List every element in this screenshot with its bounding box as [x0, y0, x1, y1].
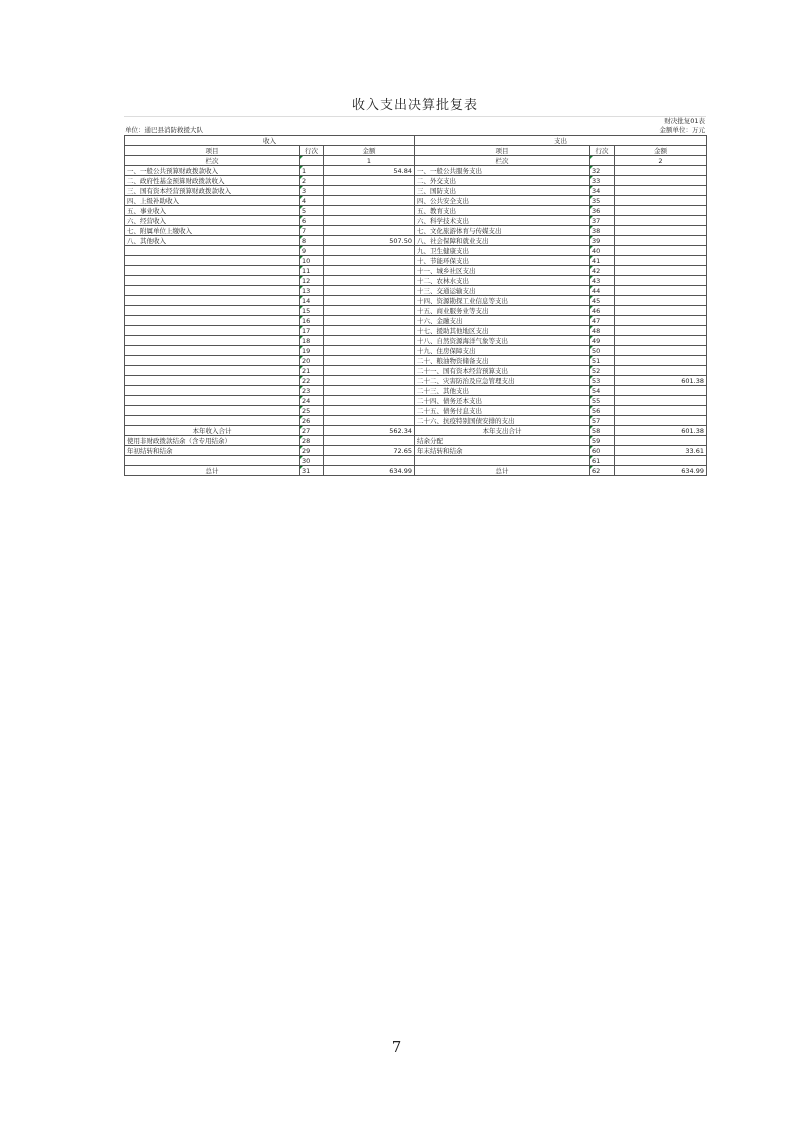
income-row-no: 20: [300, 356, 324, 366]
income-item: [125, 406, 300, 416]
income-row-no: 22: [300, 376, 324, 386]
table-row: [125, 306, 707, 316]
expense-item-header: 项目: [415, 146, 590, 156]
total-income-amount: 562.34: [324, 426, 415, 436]
expense-item: 七、文化旅游体育与传媒支出: [415, 226, 590, 236]
blank-left-item: [125, 456, 300, 466]
table-row: [125, 336, 707, 346]
income-amount: [324, 256, 415, 266]
income-row-no: 9: [300, 246, 324, 256]
income-amount: [324, 226, 415, 236]
expense-row-no: 43: [590, 276, 615, 286]
expense-amount: [615, 396, 707, 406]
blank-left-no: 30: [300, 456, 324, 466]
expense-amount: [615, 266, 707, 276]
income-item: [125, 356, 300, 366]
expense-row-no: 46: [590, 306, 615, 316]
unit-row: [124, 126, 706, 135]
income-row-no: 11: [300, 266, 324, 276]
income-amount: [324, 286, 415, 296]
page-number: 7: [391, 1038, 402, 1056]
income-expense-table: [124, 135, 707, 476]
income-item: 一、一般公共预算财政拨款收入: [125, 166, 300, 176]
table-row: [125, 416, 707, 426]
income-amount: 54.84: [324, 166, 415, 176]
balance-alloc-label: 结余分配: [415, 436, 590, 446]
expense-item: 十六、金融支出: [415, 316, 590, 326]
income-amount: [324, 246, 415, 256]
use-balance-no: 28: [300, 436, 324, 446]
total-income-no: 27: [300, 426, 324, 436]
total-row: [125, 426, 707, 436]
expense-amount: [615, 356, 707, 366]
income-item: [125, 276, 300, 286]
form-code: 财决批复01表: [664, 117, 705, 125]
income-row-header: 行次: [300, 146, 324, 156]
grand-total-right-amount: 634.99: [615, 466, 707, 476]
income-item: 八、其他收入: [125, 236, 300, 246]
expense-amount-header: 金额: [615, 146, 707, 156]
expense-row-no: 48: [590, 326, 615, 336]
expense-row-no: 44: [590, 286, 615, 296]
grand-total-left-amount: 634.99: [324, 466, 415, 476]
expense-amount: [615, 386, 707, 396]
table-row: [125, 196, 707, 206]
expense-amount: [615, 256, 707, 266]
income-item: [125, 376, 300, 386]
income-item: [125, 366, 300, 376]
expense-amount: [615, 366, 707, 376]
table-row: [125, 316, 707, 326]
income-row-no: 21: [300, 366, 324, 376]
table-row: [125, 296, 707, 306]
table-row: [125, 386, 707, 396]
expense-item: 二十、粮油物资储备支出: [415, 356, 590, 366]
expense-amount: [615, 216, 707, 226]
table-row: [125, 406, 707, 416]
expense-item: 十一、城乡社区支出: [415, 266, 590, 276]
grand-total-right-label: 总计: [415, 466, 590, 476]
expense-item: 十九、住房保障支出: [415, 346, 590, 356]
income-row-no: 15: [300, 306, 324, 316]
expense-amount: [615, 346, 707, 356]
expense-row-no: 57: [590, 416, 615, 426]
income-item: 四、上级补助收入: [125, 196, 300, 206]
expense-amount: [615, 206, 707, 216]
income-amount: [324, 346, 415, 356]
expense-row-no: 50: [590, 346, 615, 356]
income-amount: [324, 316, 415, 326]
section-income-header: 收入: [125, 136, 415, 146]
income-item: 六、经营收入: [125, 216, 300, 226]
expense-item: 二十二、灾害防治及应急管理支出: [415, 376, 590, 386]
form-code-row: [124, 117, 706, 126]
income-amount: [324, 276, 415, 286]
income-item: [125, 326, 300, 336]
expense-lanci-label: 栏次: [415, 156, 590, 166]
income-item: 七、附属单位上缴收入: [125, 226, 300, 236]
blank-right-no: 61: [590, 456, 615, 466]
blank-row: [125, 456, 707, 466]
table-row: [125, 206, 707, 216]
expense-amount: 601.38: [615, 376, 707, 386]
income-row-no: 1: [300, 166, 324, 176]
balance-alloc-amount: [615, 436, 707, 446]
income-row-no: 12: [300, 276, 324, 286]
use-balance-amount: [324, 436, 415, 446]
expense-item: 十四、资源勘探工业信息等支出: [415, 296, 590, 306]
income-item: 二、政府性基金预算财政拨款收入: [125, 176, 300, 186]
income-row-no: 6: [300, 216, 324, 226]
end-carry-no: 60: [590, 446, 615, 456]
income-amount: [324, 176, 415, 186]
income-amount: [324, 406, 415, 416]
income-item: [125, 336, 300, 346]
expense-row-no: 55: [590, 396, 615, 406]
income-amount: [324, 296, 415, 306]
expense-row-no: 35: [590, 196, 615, 206]
total-expense-amount: 601.38: [615, 426, 707, 436]
begin-carry-label: 年初结转和结余: [125, 446, 300, 456]
column-index-row: [125, 156, 707, 166]
income-amount: [324, 416, 415, 426]
table-row: [125, 396, 707, 406]
expense-item: 二十六、抗疫特别国债安排的支出: [415, 416, 590, 426]
income-item: [125, 306, 300, 316]
expense-item: 十二、农林水支出: [415, 276, 590, 286]
income-row-no: 8: [300, 236, 324, 246]
expense-row-no: 42: [590, 266, 615, 276]
table-row: [125, 246, 707, 256]
expense-item: 二十三、其他支出: [415, 386, 590, 396]
expense-amount: [615, 276, 707, 286]
income-amount: [324, 356, 415, 366]
income-amount: [324, 336, 415, 346]
report-sheet: [124, 96, 706, 476]
income-item: [125, 396, 300, 406]
income-item: [125, 416, 300, 426]
expense-row-header: 行次: [590, 146, 615, 156]
expense-amount: [615, 316, 707, 326]
income-row-no: 17: [300, 326, 324, 336]
income-row-no: 23: [300, 386, 324, 396]
table-row: [125, 216, 707, 226]
section-expense-header: 支出: [415, 136, 707, 146]
income-index-value: 1: [324, 156, 415, 166]
expense-amount: [615, 226, 707, 236]
income-row-no: 10: [300, 256, 324, 266]
expense-row-no: 47: [590, 316, 615, 326]
income-amount: [324, 186, 415, 196]
table-row: [125, 376, 707, 386]
income-amount: [324, 206, 415, 216]
begin-carry-amount: 72.65: [324, 446, 415, 456]
expense-amount: [615, 306, 707, 316]
total-expense-label: 本年支出合计: [415, 426, 590, 436]
income-item: [125, 286, 300, 296]
income-item: 五、事业收入: [125, 206, 300, 216]
income-amount: [324, 306, 415, 316]
expense-item: 十三、交通运输支出: [415, 286, 590, 296]
expense-index-value: 2: [615, 156, 707, 166]
income-row-no: 24: [300, 396, 324, 406]
expense-item: 四、公共安全支出: [415, 196, 590, 206]
expense-row-no: 36: [590, 206, 615, 216]
income-row-no: 4: [300, 196, 324, 206]
expense-index-blank: [590, 156, 615, 166]
table-row: [125, 166, 707, 176]
expense-row-no: 40: [590, 246, 615, 256]
end-carry-label: 年末结转和结余: [415, 446, 590, 456]
table-row: [125, 266, 707, 276]
expense-item: 一、一般公共服务支出: [415, 166, 590, 176]
income-row-no: 7: [300, 226, 324, 236]
expense-row-no: 56: [590, 406, 615, 416]
expense-item: 二、外交支出: [415, 176, 590, 186]
expense-row-no: 52: [590, 366, 615, 376]
expense-row-no: 38: [590, 226, 615, 236]
expense-amount: [615, 296, 707, 306]
income-item: [125, 296, 300, 306]
income-row-no: 13: [300, 286, 324, 296]
expense-amount: [615, 236, 707, 246]
end-carry-amount: 33.61: [615, 446, 707, 456]
table-row: [125, 186, 707, 196]
income-amount: [324, 376, 415, 386]
income-index-blank: [300, 156, 324, 166]
income-item: [125, 346, 300, 356]
expense-amount: [615, 326, 707, 336]
expense-amount: [615, 406, 707, 416]
expense-item: 十七、援助其他地区支出: [415, 326, 590, 336]
income-row-no: 18: [300, 336, 324, 346]
balance-alloc-no: 59: [590, 436, 615, 446]
expense-amount: [615, 166, 707, 176]
table-row: [125, 236, 707, 246]
total-expense-no: 58: [590, 426, 615, 436]
expense-item: 五、教育支出: [415, 206, 590, 216]
income-row-no: 14: [300, 296, 324, 306]
use-balance-label: 使用非财政拨款结余（含专用结余）: [125, 436, 300, 446]
income-amount: 507.50: [324, 236, 415, 246]
expense-item: 八、社会保障和就业支出: [415, 236, 590, 246]
income-row-no: 26: [300, 416, 324, 426]
income-row-no: 25: [300, 406, 324, 416]
expense-amount: [615, 196, 707, 206]
income-item-header: 项目: [125, 146, 300, 156]
section-header-row: [125, 136, 707, 146]
expense-row-no: 45: [590, 296, 615, 306]
expense-item: 二十一、国有资本经营预算支出: [415, 366, 590, 376]
report-title: 收入支出决算批复表: [124, 96, 706, 117]
amount-unit: 金额单位：万元: [659, 126, 705, 134]
expense-item: 九、卫生健康支出: [415, 246, 590, 256]
expense-amount: [615, 246, 707, 256]
income-item: [125, 386, 300, 396]
expense-row-no: 54: [590, 386, 615, 396]
expense-item: 二十四、债务还本支出: [415, 396, 590, 406]
table-row: [125, 276, 707, 286]
expense-item: 六、科学技术支出: [415, 216, 590, 226]
expense-item: 二十五、债务付息支出: [415, 406, 590, 416]
income-amount: [324, 196, 415, 206]
grand-total-left-no: 31: [300, 466, 324, 476]
income-amount-header: 金额: [324, 146, 415, 156]
income-item: [125, 266, 300, 276]
income-amount: [324, 396, 415, 406]
carry-row: [125, 446, 707, 456]
table-row: [125, 366, 707, 376]
expense-row-no: 32: [590, 166, 615, 176]
expense-item: 三、国防支出: [415, 186, 590, 196]
expense-item: 十、节能环保支出: [415, 256, 590, 266]
income-item: 三、国有资本经营预算财政拨款收入: [125, 186, 300, 196]
expense-row-no: 37: [590, 216, 615, 226]
table-row: [125, 356, 707, 366]
column-header-row: [125, 146, 707, 156]
table-row: [125, 326, 707, 336]
expense-row-no: 51: [590, 356, 615, 366]
expense-amount: [615, 186, 707, 196]
income-item: [125, 256, 300, 266]
income-row-no: 19: [300, 346, 324, 356]
expense-row-no: 34: [590, 186, 615, 196]
expense-amount: [615, 336, 707, 346]
blank-right-amount: [615, 456, 707, 466]
total-income-label: 本年收入合计: [125, 426, 300, 436]
income-amount: [324, 326, 415, 336]
expense-item: 十五、商业服务业等支出: [415, 306, 590, 316]
blank-right-item: [415, 456, 590, 466]
expense-row-no: 33: [590, 176, 615, 186]
table-row: [125, 256, 707, 266]
income-amount: [324, 386, 415, 396]
income-amount: [324, 266, 415, 276]
begin-carry-no: 29: [300, 446, 324, 456]
table-row: [125, 226, 707, 236]
grand-total-row: [125, 466, 707, 476]
expense-row-no: 49: [590, 336, 615, 346]
income-item: [125, 316, 300, 326]
expense-row-no: 39: [590, 236, 615, 246]
table-row: [125, 286, 707, 296]
income-row-no: 2: [300, 176, 324, 186]
expense-row-no: 41: [590, 256, 615, 266]
income-row-no: 16: [300, 316, 324, 326]
income-item: [125, 246, 300, 256]
income-row-no: 5: [300, 206, 324, 216]
grand-total-left-label: 总计: [125, 466, 300, 476]
blank-left-amount: [324, 456, 415, 466]
grand-total-right-no: 62: [590, 466, 615, 476]
table-row: [125, 176, 707, 186]
income-amount: [324, 216, 415, 226]
table-row: [125, 346, 707, 356]
income-lanci-label: 栏次: [125, 156, 300, 166]
expense-amount: [615, 286, 707, 296]
income-amount: [324, 366, 415, 376]
expense-item: 十八、自然资源海洋气象等支出: [415, 336, 590, 346]
expense-row-no: 53: [590, 376, 615, 386]
unit-name: 单位：通巴县消防救援大队: [125, 126, 203, 134]
expense-amount: [615, 176, 707, 186]
income-row-no: 3: [300, 186, 324, 196]
expense-amount: [615, 416, 707, 426]
use-balance-row: [125, 436, 707, 446]
